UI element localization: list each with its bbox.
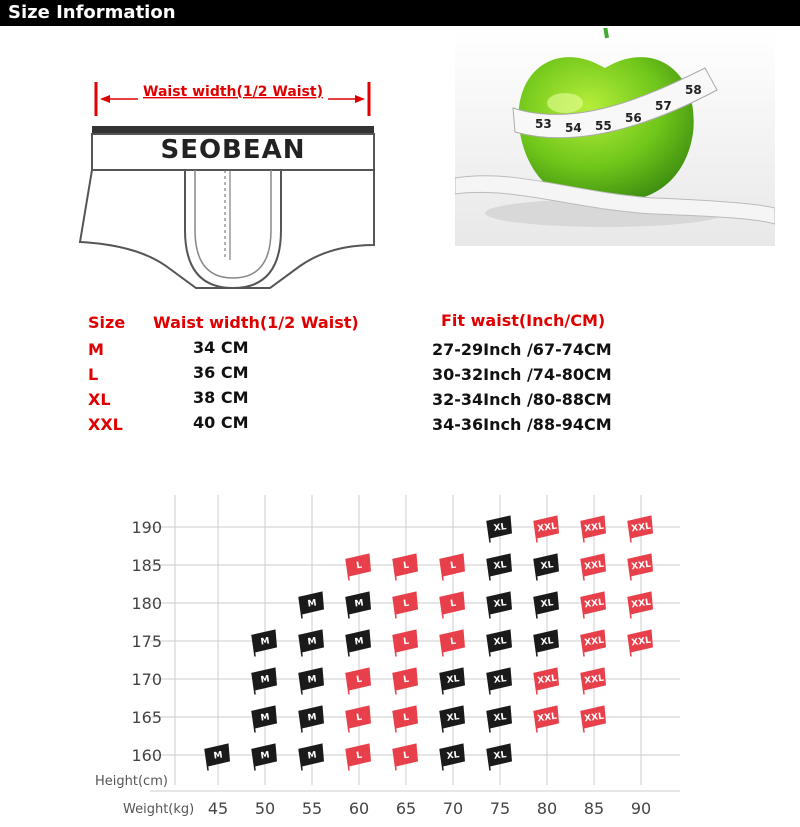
flag-label: M xyxy=(307,674,318,686)
fit-cell: 32-34Inch /80-88CM xyxy=(432,390,612,409)
flag-label: XL xyxy=(446,712,461,724)
waist-cell: 40 CM xyxy=(193,413,249,432)
flag-label: XXL xyxy=(583,521,605,535)
flag-label: XXL xyxy=(630,559,652,573)
fit-cell: 34-36Inch /88-94CM xyxy=(432,415,612,434)
flag-label: L xyxy=(402,560,410,572)
waist-cell: 34 CM xyxy=(193,338,249,357)
flag-label: XL xyxy=(446,750,461,762)
flag-label: XL xyxy=(493,598,508,610)
flag-label: M xyxy=(260,750,271,762)
tape-number: 53 xyxy=(535,117,552,131)
x-tick-label: 80 xyxy=(536,799,558,818)
flag-label: XXL xyxy=(630,635,652,649)
flag-label: XXL xyxy=(583,673,605,687)
flag-label: L xyxy=(402,712,410,724)
flag-label: L xyxy=(449,560,457,572)
flag-label: XXL xyxy=(536,711,558,725)
size-flags xyxy=(205,515,655,770)
underwear-diagram xyxy=(70,70,390,300)
x-tick-label: 75 xyxy=(489,799,511,818)
header-bar xyxy=(0,0,800,26)
waist-cell: 38 CM xyxy=(193,388,249,407)
flag-label: XXL xyxy=(630,597,652,611)
tape-number: 55 xyxy=(595,119,612,133)
x-tick-label: 65 xyxy=(395,799,417,818)
y-ticks xyxy=(131,518,162,765)
flag-label: L xyxy=(449,598,457,610)
fit-cell: 27-29Inch /67-74CM xyxy=(432,340,612,359)
apple-illustration xyxy=(455,28,775,246)
tape-number: 56 xyxy=(625,111,642,125)
flag-label: XXL xyxy=(583,597,605,611)
flag-label: L xyxy=(355,674,363,686)
size-chart xyxy=(90,485,710,827)
size-cell: M xyxy=(88,340,104,359)
brief-body xyxy=(80,170,374,288)
y-tick-label: 190 xyxy=(131,518,162,537)
right-arrow-head xyxy=(355,95,365,103)
size-cell: XL xyxy=(88,390,111,409)
waist-label: Waist width(1/2 Waist) xyxy=(143,84,323,100)
size-header: Size xyxy=(88,313,126,332)
y-tick-label: 175 xyxy=(131,632,162,651)
flag-label: XL xyxy=(493,560,508,572)
y-tick-label: 160 xyxy=(131,746,162,765)
flag-label: M xyxy=(260,712,271,724)
x-tick-label: 85 xyxy=(583,799,605,818)
x-tick-label: 50 xyxy=(254,799,276,818)
fit-cell: 30-32Inch /74-80CM xyxy=(432,365,612,384)
y-tick-label: 185 xyxy=(131,556,162,575)
size-cell: XXL xyxy=(88,415,123,434)
flag-label: XL xyxy=(493,636,508,648)
x-tick-label: 70 xyxy=(442,799,464,818)
flag-label: XXL xyxy=(536,673,558,687)
flag-label: XL xyxy=(540,636,555,648)
fit-header: Fit waist(Inch/CM) xyxy=(441,311,606,330)
flag-label: XXL xyxy=(583,711,605,725)
x-ticks xyxy=(208,799,651,818)
flag-label: XXL xyxy=(536,521,558,535)
flag-label: XL xyxy=(493,674,508,686)
flag-label: L xyxy=(402,750,410,762)
flag-label: M xyxy=(213,750,224,762)
size-table xyxy=(0,305,800,435)
y-axis-label: Height(cm) xyxy=(95,774,168,789)
x-tick-label: 60 xyxy=(348,799,370,818)
flag-label: M xyxy=(354,636,365,648)
x-tick-label: 45 xyxy=(207,799,229,818)
flag-label: M xyxy=(307,750,318,762)
flag-label: L xyxy=(355,750,363,762)
y-tick-label: 170 xyxy=(131,670,162,689)
flag-label: L xyxy=(402,674,410,686)
flag-label: XL xyxy=(540,598,555,610)
flag-label: XL xyxy=(493,750,508,762)
y-tick-label: 165 xyxy=(131,708,162,727)
left-arrow-head xyxy=(100,95,110,103)
flag-label: L xyxy=(355,712,363,724)
flag-label: XL xyxy=(493,712,508,724)
x-axis-label: Weight(kg) xyxy=(123,802,195,817)
waistband-top xyxy=(92,126,374,134)
tape-number: 58 xyxy=(685,83,702,97)
flag-label: M xyxy=(307,598,318,610)
tape-number: 57 xyxy=(655,99,672,113)
waist-header: Waist width(1/2 Waist) xyxy=(153,313,359,332)
flag-label: L xyxy=(402,598,410,610)
apple-highlight xyxy=(547,93,583,113)
flag-label: XL xyxy=(540,560,555,572)
x-tick-label: 90 xyxy=(630,799,652,818)
flag-label: M xyxy=(260,674,271,686)
apple-photo xyxy=(455,28,775,246)
flag-label: L xyxy=(449,636,457,648)
flag-label: XXL xyxy=(583,635,605,649)
flag-label: M xyxy=(260,636,271,648)
x-tick-label: 55 xyxy=(301,799,323,818)
y-tick-label: 180 xyxy=(131,594,162,613)
flag-label: L xyxy=(355,560,363,572)
flag-label: M xyxy=(354,598,365,610)
brand-name: SEOBEAN xyxy=(160,135,306,165)
flag-label: L xyxy=(402,636,410,648)
flag-label: M xyxy=(307,636,318,648)
tape-number: 54 xyxy=(565,121,582,135)
flag-label: XL xyxy=(446,674,461,686)
waist-cell: 36 CM xyxy=(193,363,249,382)
stem xyxy=(605,28,607,38)
flag-label: XXL xyxy=(583,559,605,573)
flag-label: XL xyxy=(493,522,508,534)
page-title: Size Information xyxy=(8,2,176,23)
flag-label: XXL xyxy=(630,521,652,535)
flag-label: M xyxy=(307,712,318,724)
size-cell: L xyxy=(88,365,99,384)
